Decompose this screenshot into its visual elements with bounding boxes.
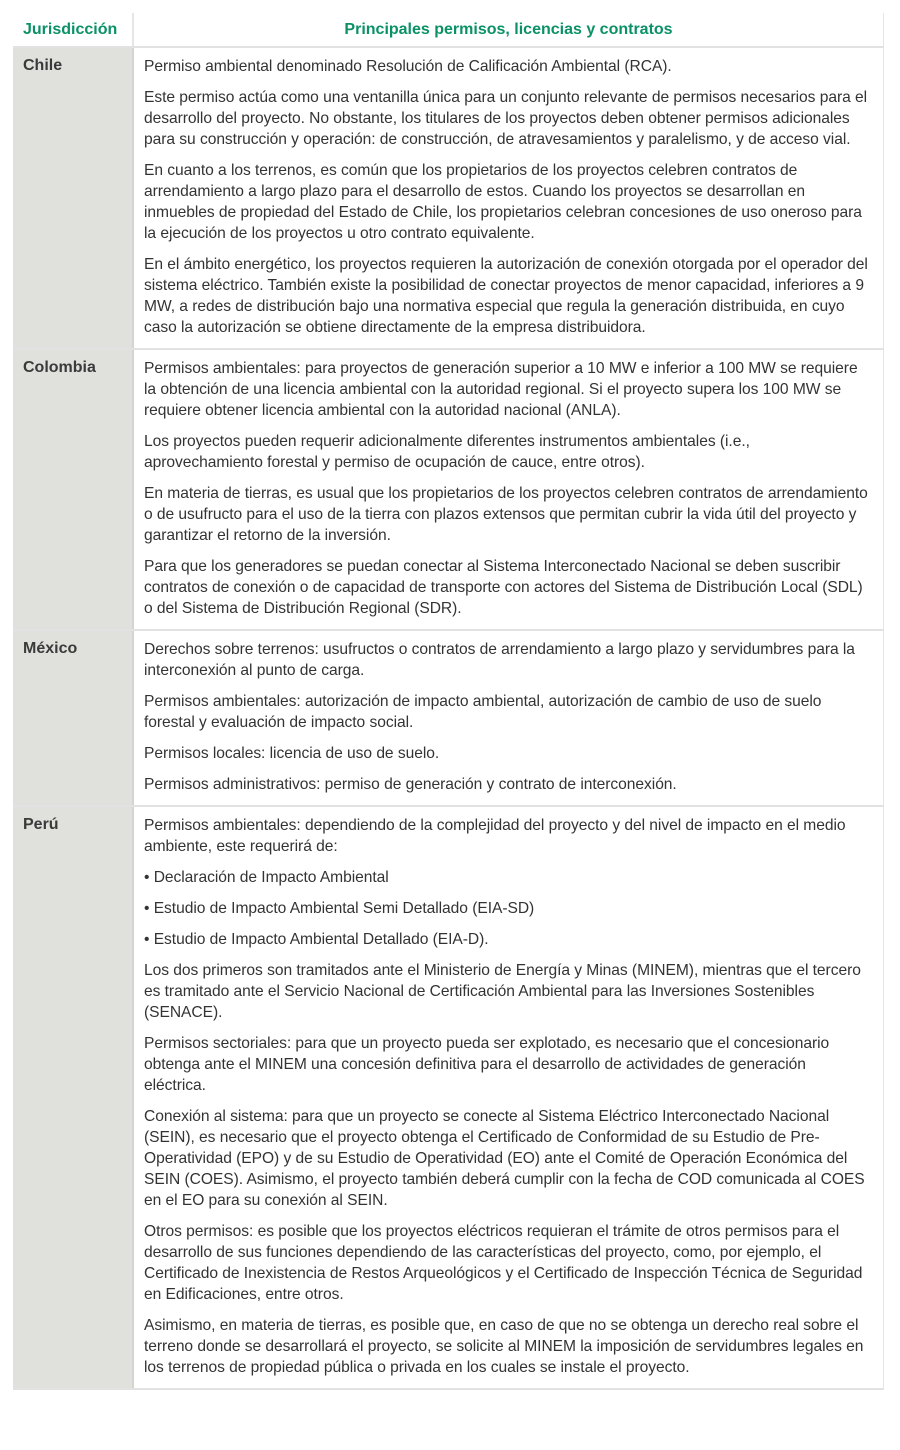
table-row-colombia (13, 350, 884, 631)
permits-cell (134, 807, 884, 1388)
paragraph: Los dos primeros son tramitados ante el Ministerio de Energía y Minas (MINEM), mientras que el tercero es tramitado ante el Servicio Nacional de Certificación Ambiental para las Inversiones Sostenibles (SENACE). (144, 962, 861, 1021)
jurisdiction-cell: México (13, 631, 134, 805)
paragraph: Permisos administrativos: permiso de generación y contrato de interconexión. (144, 776, 677, 793)
table-row-mexico (13, 631, 884, 807)
paragraph: Permisos ambientales: dependiendo de la complejidad del proyecto y del nivel de impacto en el medio ambiente, este requerirá de: (144, 817, 846, 855)
paragraph: Otros permisos: es posible que los proyectos eléctricos requieran el trámite de otros permisos para el desarrollo de sus funciones dependiendo de las características del proyecto, como, por ejemplo, el Certificado de Inexistencia de Restos Arqueológicos y el Certificado de Inspección Técnica de Seguridad en Edificaciones, entre otros. (144, 1223, 863, 1303)
paragraph: Conexión al sistema: para que un proyecto se conecte al Sistema Eléctrico Interconectado Nacional (SEIN), es necesario que el proyecto obtenga el Certificado de Conformidad de su Estudio de Pre-Operatividad (EPO) y de su Estudio de Operatividad (EO) ante el Comité de Operación Económica del SEIN (COES). Asimismo, el proyecto también deberá cumplir con la fecha de COD comunicada al COES en el EO para su conexión al SEIN. (144, 1108, 865, 1209)
paragraph: En cuanto a los terrenos, es común que los propietarios de los proyectos celebren contratos de arrendamiento a largo plazo para el desarrollo de estos. Cuando los proyectos se desarrollan en inmuebles de propiedad del Estado de Chile, los propietarios celebran concesiones de uso oneroso para la ejecución de los proyectos u otro contrato equivalente. (144, 162, 862, 242)
paragraph: Asimismo, en materia de tierras, es posible que, en caso de que no se obtenga un derecho real sobre el terreno donde se desarrollará el proyecto, se solicite al MINEM la imposición de servidumbres legales en los terrenos de propiedad pública o privada en los cuales se instale el proyecto. (144, 1317, 864, 1376)
paragraph: Derechos sobre terrenos: usufructos o contratos de arrendamiento a largo plazo y servidumbres para la interconexión al punto de carga. (144, 641, 855, 679)
bullet-item: • Estudio de Impacto Ambiental Semi Detallado (EIA-SD) (144, 900, 535, 917)
permits-cell (134, 48, 884, 348)
paragraph: Permisos sectoriales: para que un proyecto pueda ser explotado, es necesario que el concesionario obtenga ante el MINEM una concesión definitiva para el desarrollo de actividades de generación eléctrica. (144, 1035, 830, 1094)
paragraph: Permisos locales: licencia de uso de suelo. (144, 745, 440, 762)
jurisdiction-cell: Colombia (13, 350, 134, 629)
jurisdiction-cell: Chile (13, 48, 134, 348)
table-header (13, 13, 884, 48)
bullet-item: • Estudio de Impacto Ambiental Detallado (EIA-D). (144, 931, 489, 948)
bullet-item: • Declaración de Impacto Ambiental (144, 869, 389, 886)
jurisdiction-cell: Perú (13, 807, 134, 1388)
paragraph: Este permiso actúa como una ventanilla única para un conjunto relevante de permisos necesarios para el desarrollo del proyecto. No obstante, los titulares de los proyectos deben obtener permisos adicionales para su construcción y operación: de construcción, de atravesamientos y paralelismo, y de acceso vial. (144, 89, 868, 148)
table-row-peru (13, 807, 884, 1390)
paragraph: En el ámbito energético, los proyectos requieren la autorización de conexión otorgada por el operador del sistema eléctrico. También existe la posibilidad de conectar proyectos de menor capacidad, inferiores a 9 MW, a redes de distribución bajo una normativa especial que regula la generación distribuida, en cuyo caso la autorización se obtiene directamente de la empresa distribuidora. (144, 256, 868, 336)
permits-cell (134, 350, 884, 629)
table-row-chile (13, 48, 884, 350)
paragraph: Permisos ambientales: autorización de impacto ambiental, autorización de cambio de uso de suelo forestal y evaluación de impacto social. (144, 693, 822, 731)
paragraph: Permiso ambiental denominado Resolución de Calificación Ambiental (RCA). (144, 58, 672, 75)
paragraph: Permisos ambientales: para proyectos de generación superior a 10 MW e inferior a 100 MW se requiere la obtención de una licencia ambiental con la autoridad regional. Si el proyecto supera los 100 MW se requiere obtener licencia ambiental con la autoridad nacional (ANLA). (144, 360, 858, 419)
header-permits: Principales permisos, licencias y contratos (134, 13, 884, 46)
paragraph: Para que los generadores se puedan conectar al Sistema Interconectado Nacional se deben suscribir contratos de conexión o de capacidad de transporte con actores del Sistema de Distribución Local (SDL) o del Sistema de Distribución Regional (SDR). (144, 558, 863, 617)
header-jurisdiction: Jurisdicción (13, 13, 134, 46)
paragraph: Los proyectos pueden requerir adicionalmente diferentes instrumentos ambientales (i.e., aprovechamiento forestal y permiso de ocupación de cauce, entre otros). (144, 433, 750, 471)
permits-cell (134, 631, 884, 805)
paragraph: En materia de tierras, es usual que los propietarios de los proyectos celebren contratos de arrendamiento o de usufructo para el uso de la tierra con plazos extensos que permitan cubrir la vida útil del proyecto y garantizar el retorno de la inversión. (144, 485, 868, 544)
permits-table (13, 13, 884, 1390)
